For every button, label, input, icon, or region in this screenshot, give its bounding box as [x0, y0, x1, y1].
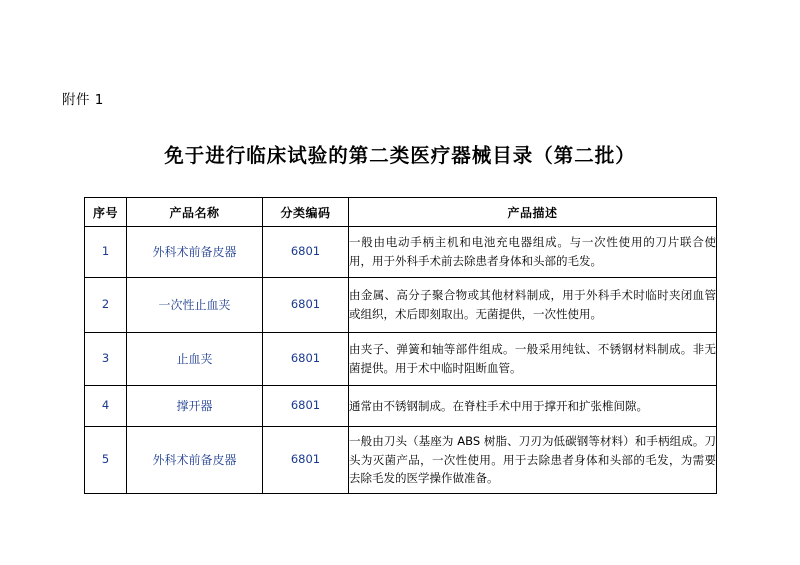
- cell-code: 6801: [263, 278, 349, 333]
- column-header-desc: 产品描述: [349, 198, 717, 227]
- attachment-label: 附件 1: [62, 92, 104, 108]
- cell-name: 外科术前备皮器: [127, 427, 263, 494]
- cell-description: 一般由刀头（基座为 ABS 树脂、刀刃为低碳钢等材料）和手柄组成。刀头为灭菌产品，一次性使用。用于去除患者身体和头部的毛发，为需要去除毛发的医学操作做准备。: [349, 427, 717, 494]
- table-row: [85, 278, 717, 333]
- cell-no: 1: [85, 227, 127, 278]
- table-row: [85, 386, 717, 427]
- cell-name: 一次性止血夹: [127, 278, 263, 333]
- device-catalog-table: [84, 197, 717, 494]
- cell-code: 6801: [263, 386, 349, 427]
- cell-code: 6801: [263, 427, 349, 494]
- page-title: 免于进行临床试验的第二类医疗器械目录（第二批）: [164, 144, 636, 167]
- table-row: [85, 427, 717, 494]
- table-header-row: [85, 198, 717, 227]
- cell-no: 2: [85, 278, 127, 333]
- cell-name: 外科术前备皮器: [127, 227, 263, 278]
- cell-name: 撑开器: [127, 386, 263, 427]
- cell-code: 6801: [263, 227, 349, 278]
- cell-no: 3: [85, 333, 127, 386]
- table-row: [85, 227, 717, 278]
- table-body: [85, 227, 717, 494]
- column-header-name: 产品名称: [127, 198, 263, 227]
- cell-description: 一般由电动手柄主机和电池充电器组成。与一次性使用的刀片联合使用，用于外科手术前去除患者身体和头部的毛发。: [349, 227, 717, 278]
- cell-name: 止血夹: [127, 333, 263, 386]
- cell-description: 由夹子、弹簧和轴等部件组成。一般采用纯钛、不锈钢材料制成。非无菌提供。用于术中临时阻断血管。: [349, 333, 717, 386]
- table-header: [85, 198, 717, 227]
- cell-no: 4: [85, 386, 127, 427]
- column-header-code: 分类编码: [263, 198, 349, 227]
- cell-description: 通常由不锈钢制成。在脊柱手术中用于撑开和扩张椎间隙。: [349, 386, 717, 427]
- cell-code: 6801: [263, 333, 349, 386]
- column-header-no: 序号: [85, 198, 127, 227]
- table-row: [85, 333, 717, 386]
- cell-no: 5: [85, 427, 127, 494]
- cell-description: 由金属、高分子聚合物或其他材料制成，用于外科手术时临时夹闭血管或组织，术后即刻取出。无菌提供，一次性使用。: [349, 278, 717, 333]
